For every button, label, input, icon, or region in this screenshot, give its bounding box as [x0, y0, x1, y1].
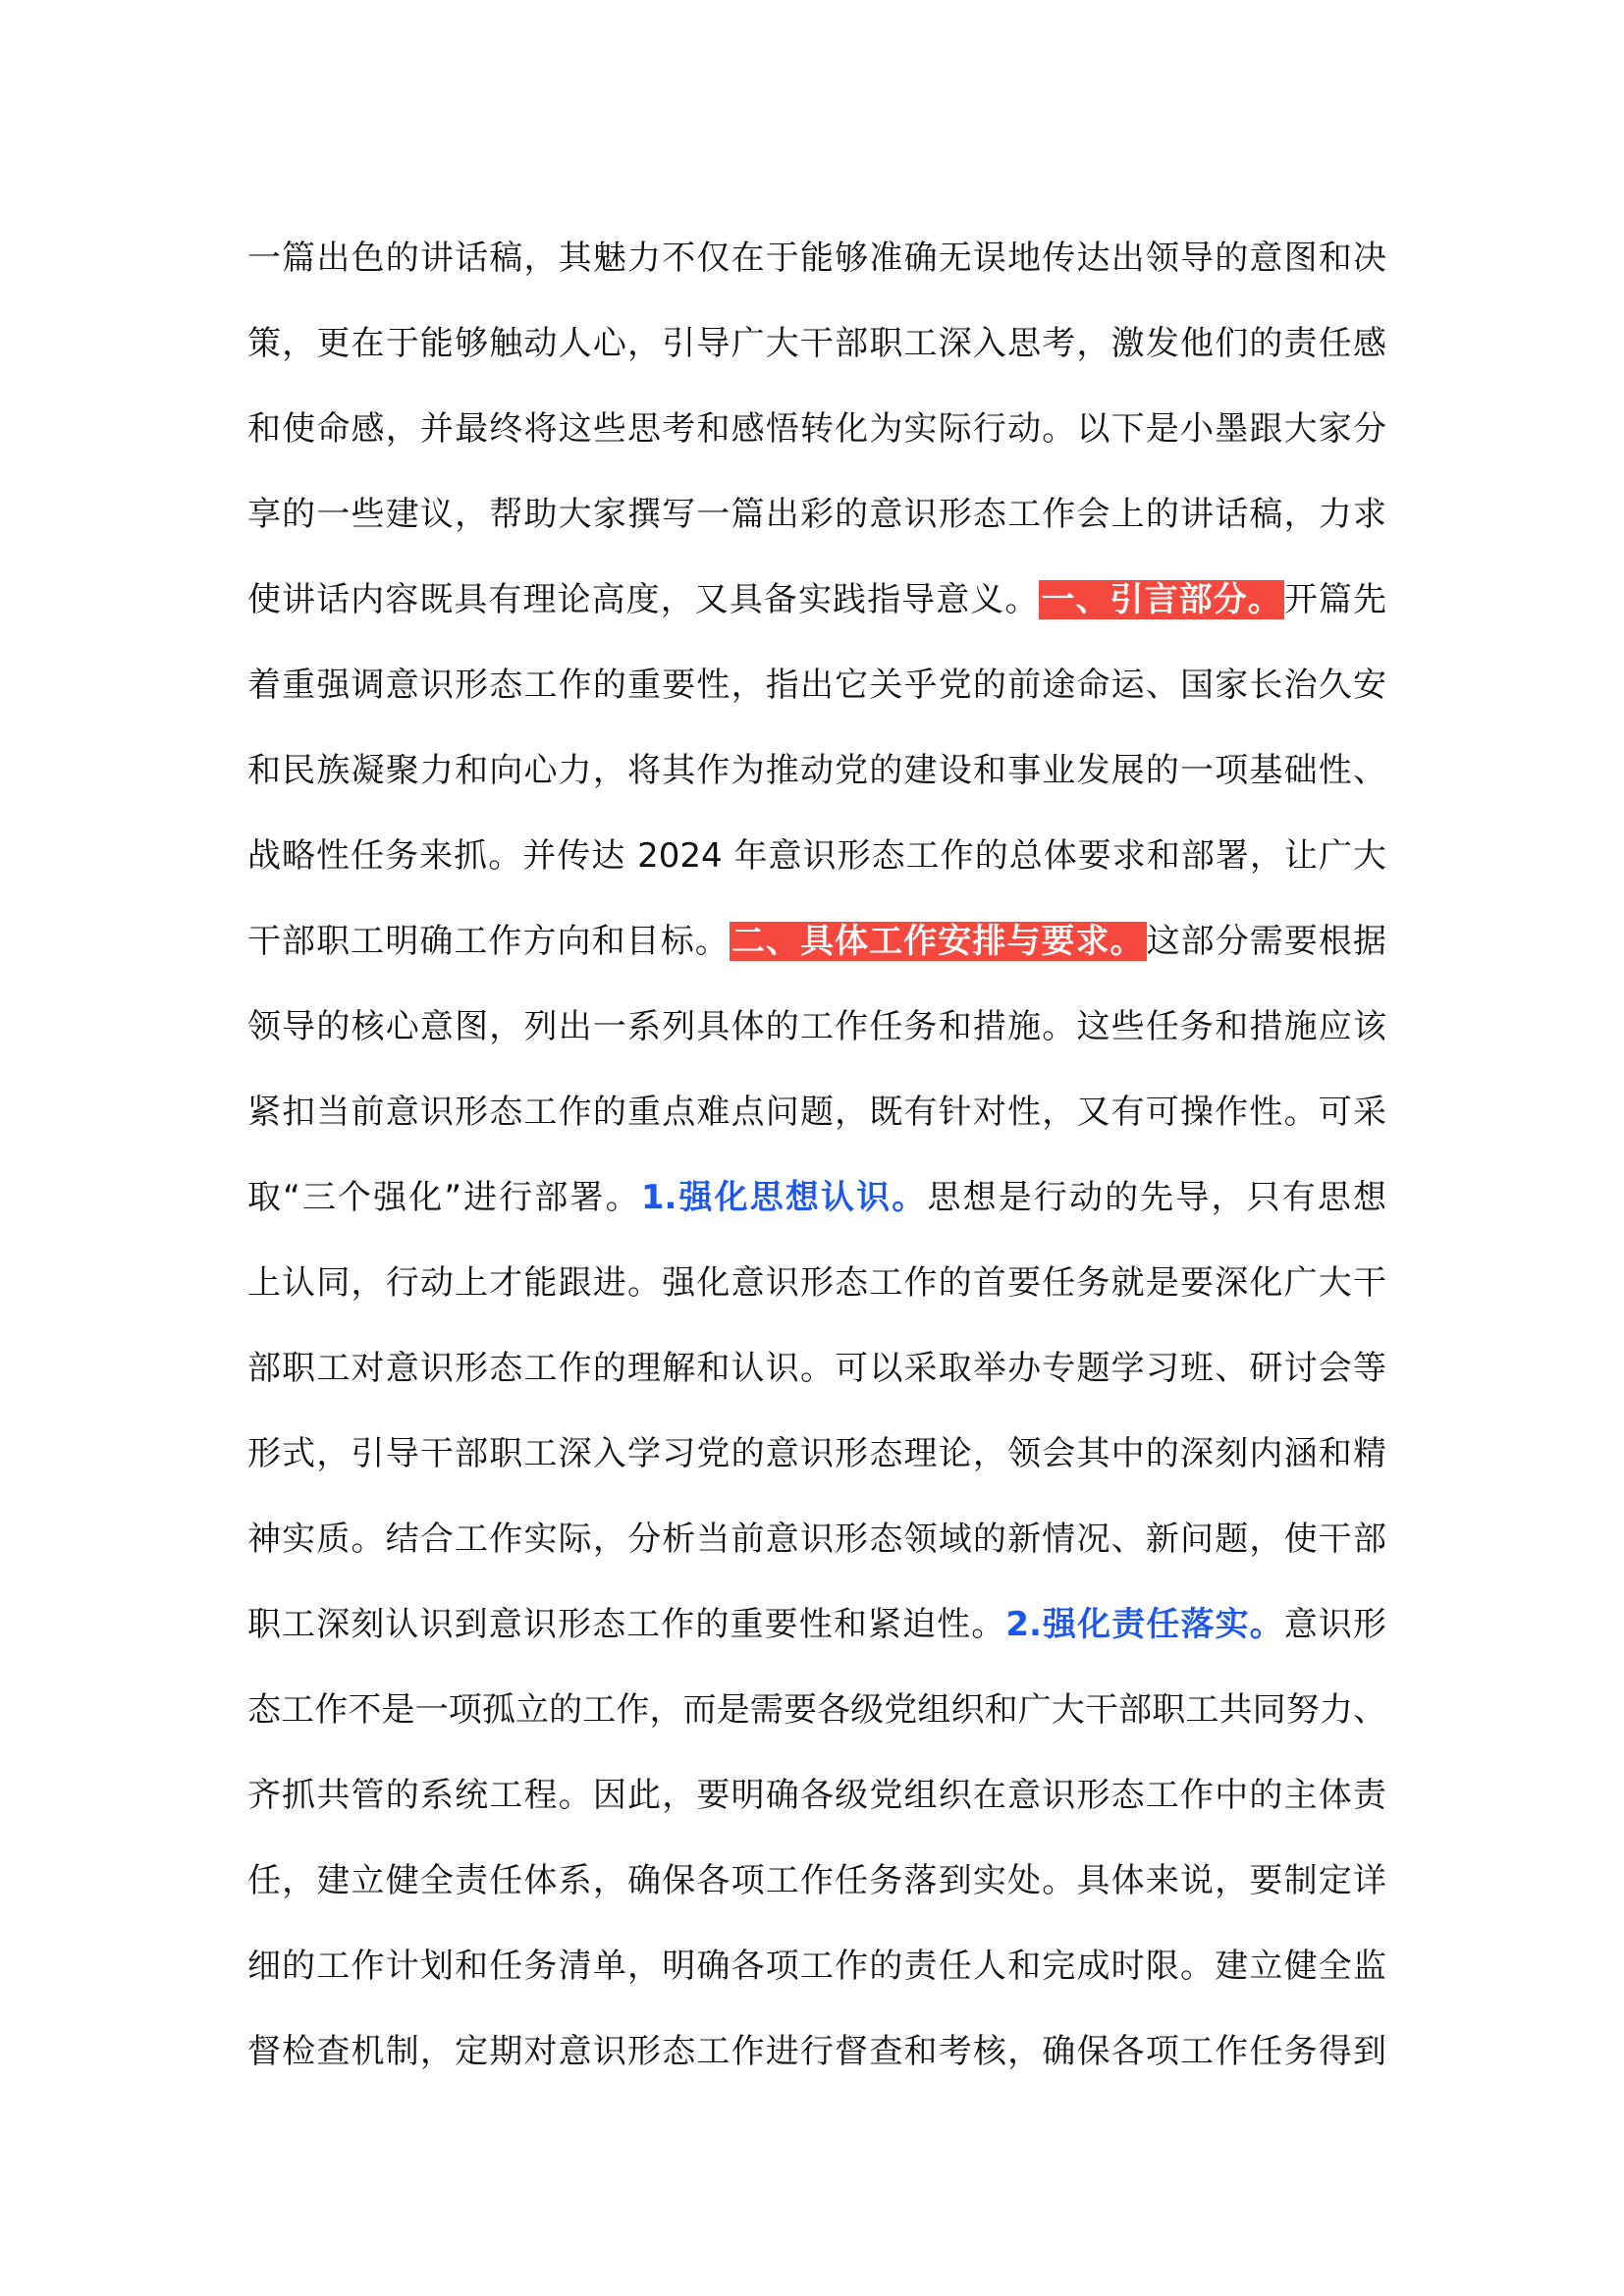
body-text: 和民族凝聚力和向心力，将其作为推动党的建设和事业发展的一项基础性、 [247, 751, 1386, 790]
body-text: 干部职工明确工作方向和目标。 [247, 922, 730, 961]
text-line [247, 745, 1386, 830]
body-text: 紧扣当前意识形态工作的重点难点问题，既有针对性，又有可操作性。可采 [247, 1093, 1386, 1132]
body-text: 上认同，行动上才能跟进。强化意识形态工作的首要任务就是要深化广大干 [247, 1263, 1386, 1303]
document-body [247, 233, 1386, 2111]
body-text: 这部分需要根据 [1146, 922, 1386, 961]
text-line [247, 1770, 1386, 1855]
text-line [247, 1343, 1386, 1428]
text-line [247, 1257, 1386, 1343]
text-line [247, 1087, 1386, 1172]
text-line [247, 233, 1386, 318]
text-line [247, 660, 1386, 745]
body-text: 齐抓共管的系统工程。因此，要明确各级党组织在意识形态工作中的主体责 [247, 1776, 1386, 1815]
body-text: 一篇出色的讲话稿，其魅力不仅在于能够准确无误地传达出领导的意图和决 [247, 239, 1386, 278]
text-line [247, 1599, 1386, 1684]
body-text: 任，建立健全责任体系，确保各项工作任务落到实处。具体来说，要制定详 [247, 1861, 1386, 1900]
text-line [247, 318, 1386, 403]
text-line [247, 1684, 1386, 1770]
text-line [247, 1941, 1386, 2026]
body-text: 和使命感，并最终将这些思考和感悟转化为实际行动。以下是小墨跟大家分 [247, 409, 1386, 449]
body-text: 思想是行动的先导，只有思想 [927, 1178, 1387, 1217]
body-text: 开篇先 [1283, 580, 1386, 619]
section-heading-highlight: 一、引言部分。 [1041, 580, 1282, 619]
text-line [247, 1514, 1386, 1599]
text-line [247, 1001, 1386, 1087]
text-line [247, 1855, 1386, 1941]
body-text: 着重强调意识形态工作的重要性，指出它关乎党的前途命运、国家长治久安 [247, 666, 1386, 705]
text-line [247, 916, 1386, 1001]
body-text: 策，更在于能够触动人心，引导广大干部职工深入思考，激发他们的责任感 [247, 324, 1386, 363]
body-text: 态工作不是一项孤立的工作，而是需要各级党组织和广大干部职工共同努力、 [247, 1690, 1386, 1730]
section-heading-highlight: 二、具体工作安排与要求。 [731, 922, 1145, 961]
text-line [247, 1172, 1386, 1257]
body-text: 督检查机制，定期对意识形态工作进行督查和考核，确保各项工作任务得到 [247, 2032, 1386, 2071]
text-line [247, 2026, 1386, 2111]
text-line [247, 830, 1386, 916]
body-text: 部职工对意识形态工作的理解和认识。可以采取举办专题学习班、研讨会等 [247, 1349, 1386, 1388]
body-text: 细的工作计划和任务清单，明确各项工作的责任人和完成时限。建立健全监 [247, 1947, 1386, 1986]
body-text: 战略性任务来抓。并传达 2024 年意识形态工作的总体要求和部署，让广大 [247, 836, 1386, 876]
body-text: 形式，引导干部职工深入学习党的意识形态理论，领会其中的深刻内涵和精 [247, 1434, 1386, 1473]
subsection-heading: 1.强化思想认识。 [640, 1178, 928, 1217]
body-text: 使讲话内容既具有理论高度，又具备实践指导意义。 [247, 580, 1040, 619]
subsection-heading: 2.强化责任落实。 [1005, 1605, 1284, 1644]
body-text: 意识形 [1283, 1605, 1387, 1644]
body-text: 取“三个强化”进行部署。 [247, 1178, 641, 1217]
text-line [247, 1428, 1386, 1514]
body-text: 领导的核心意图，列出一系列具体的工作任务和措施。这些任务和措施应该 [247, 1007, 1386, 1046]
text-line [247, 489, 1386, 574]
text-line [247, 574, 1386, 660]
body-text: 职工深刻认识到意识形态工作的重要性和紧迫性。 [247, 1605, 1006, 1644]
body-text: 神实质。结合工作实际，分析当前意识形态领域的新情况、新问题，使干部 [247, 1520, 1386, 1559]
body-text: 享的一些建议，帮助大家撰写一篇出彩的意识形态工作会上的讲话稿，力求 [247, 495, 1386, 534]
text-line [247, 403, 1386, 489]
